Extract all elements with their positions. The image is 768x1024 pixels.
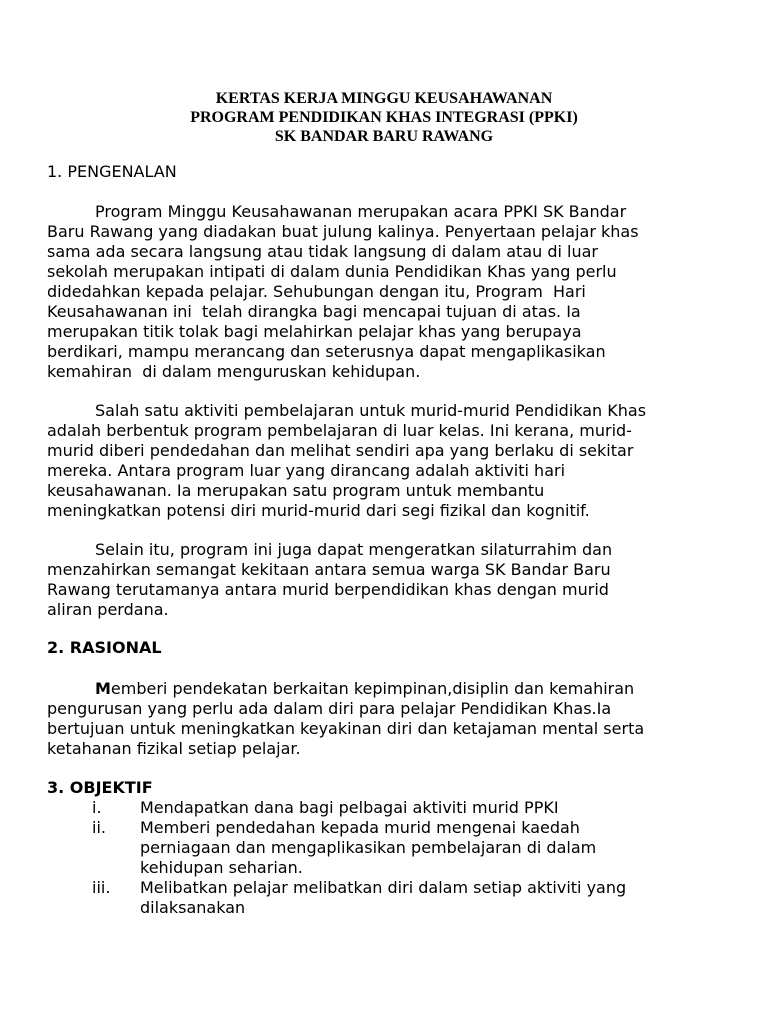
paragraph-line: keusahawanan. Ia merupakan satu program untuk membantu	[47, 481, 545, 500]
paragraph-line: murid diberi pendedahan dan melihat sendiri apa yang berlaku di sekitar	[47, 441, 634, 460]
paragraph-line: merupakan titik tolak bagi melahirkan pelajar khas yang berupaya	[47, 322, 582, 341]
document-title-line-3: SK BANDAR BARU RAWANG	[274, 128, 494, 145]
paragraph-line: Program Minggu Keusahawanan merupakan acara PPKI SK Bandar	[95, 202, 627, 221]
document-title-line-1: KERTAS KERJA MINGGU KEUSAHAWANAN	[215, 90, 553, 107]
list-item-text: kehidupan seharian.	[140, 858, 303, 877]
paragraph-line: ketahanan fizikal setiap pelajar.	[47, 739, 301, 758]
paragraph-line: Salah satu aktiviti pembelajaran untuk murid-murid Pendidikan Khas	[95, 401, 647, 420]
paragraph-line: sekolah merupakan intipati di dalam dunia Pendidikan Khas yang perlu	[47, 262, 617, 281]
list-item-text: Melibatkan pelajar melibatkan diri dalam setiap aktiviti yang	[140, 878, 627, 897]
list-item-text: Mendapatkan dana bagi pelbagai aktiviti murid PPKI	[140, 798, 559, 817]
paragraph-line: Rawang terutamanya antara murid berpendidikan khas dengan murid	[47, 580, 609, 599]
list-item-number: iii.	[92, 878, 111, 897]
paragraph-line-text: emberi pendekatan berkaitan kepimpinan,disiplin dan kemahiran	[110, 679, 635, 698]
paragraph-line: pengurusan yang perlu ada dalam diri para pelajar Pendidikan Khas.Ia	[47, 699, 612, 718]
section-2-heading: 2. RASIONAL	[47, 638, 162, 657]
paragraph-line: meningkatkan potensi diri murid-murid dari segi fizikal dan kognitif.	[47, 501, 590, 520]
list-item-number: ii.	[92, 818, 106, 837]
section-1-heading: 1. PENGENALAN	[47, 162, 177, 181]
paragraph-line: aliran perdana.	[47, 600, 169, 619]
paragraph-line: Keusahawanan ini telah dirangka bagi mencapai tujuan di atas. Ia	[47, 302, 581, 321]
paragraph-line: Baru Rawang yang diadakan buat julung kalinya. Penyertaan pelajar khas	[47, 222, 639, 241]
section-3-heading: 3. OBJEKTIF	[47, 778, 153, 797]
paragraph-line: didedahkan kepada pelajar. Sehubungan dengan itu, Program Hari	[47, 282, 586, 301]
paragraph-line: berdikari, mampu merancang dan seterusnya dapat mengaplikasikan	[47, 342, 606, 361]
paragraph-line: bertujuan untuk meningkatkan keyakinan diri dan ketajaman mental serta	[47, 719, 645, 738]
list-item-text: Memberi pendedahan kepada murid mengenai kaedah	[140, 818, 580, 837]
list-item-text: perniagaan dan mengaplikasikan pembelajaran di dalam	[140, 838, 597, 857]
drop-letter: M	[95, 679, 111, 698]
paragraph-line: mereka. Antara program luar yang dirancang adalah aktiviti hari	[47, 461, 566, 480]
paragraph-line: kemahiran di dalam menguruskan kehidupan.	[47, 362, 421, 381]
paragraph-line: menzahirkan semangat kekitaan antara semua warga SK Bandar Baru	[47, 560, 611, 579]
list-item-text: dilaksanakan	[140, 898, 246, 917]
paragraph-line: sama ada secara langsung atau tidak langsung di dalam atau di luar	[47, 242, 599, 261]
document-title-line-2: PROGRAM PENDIDIKAN KHAS INTEGRASI (PPKI)	[190, 109, 578, 126]
paragraph-line: Selain itu, program ini juga dapat mengeratkan silaturrahim dan	[95, 540, 613, 559]
paragraph-line	[95, 679, 634, 699]
list-item-number: i.	[92, 798, 102, 817]
paragraph-line: adalah berbentuk program pembelajaran di luar kelas. Ini kerana, murid-	[47, 421, 632, 440]
